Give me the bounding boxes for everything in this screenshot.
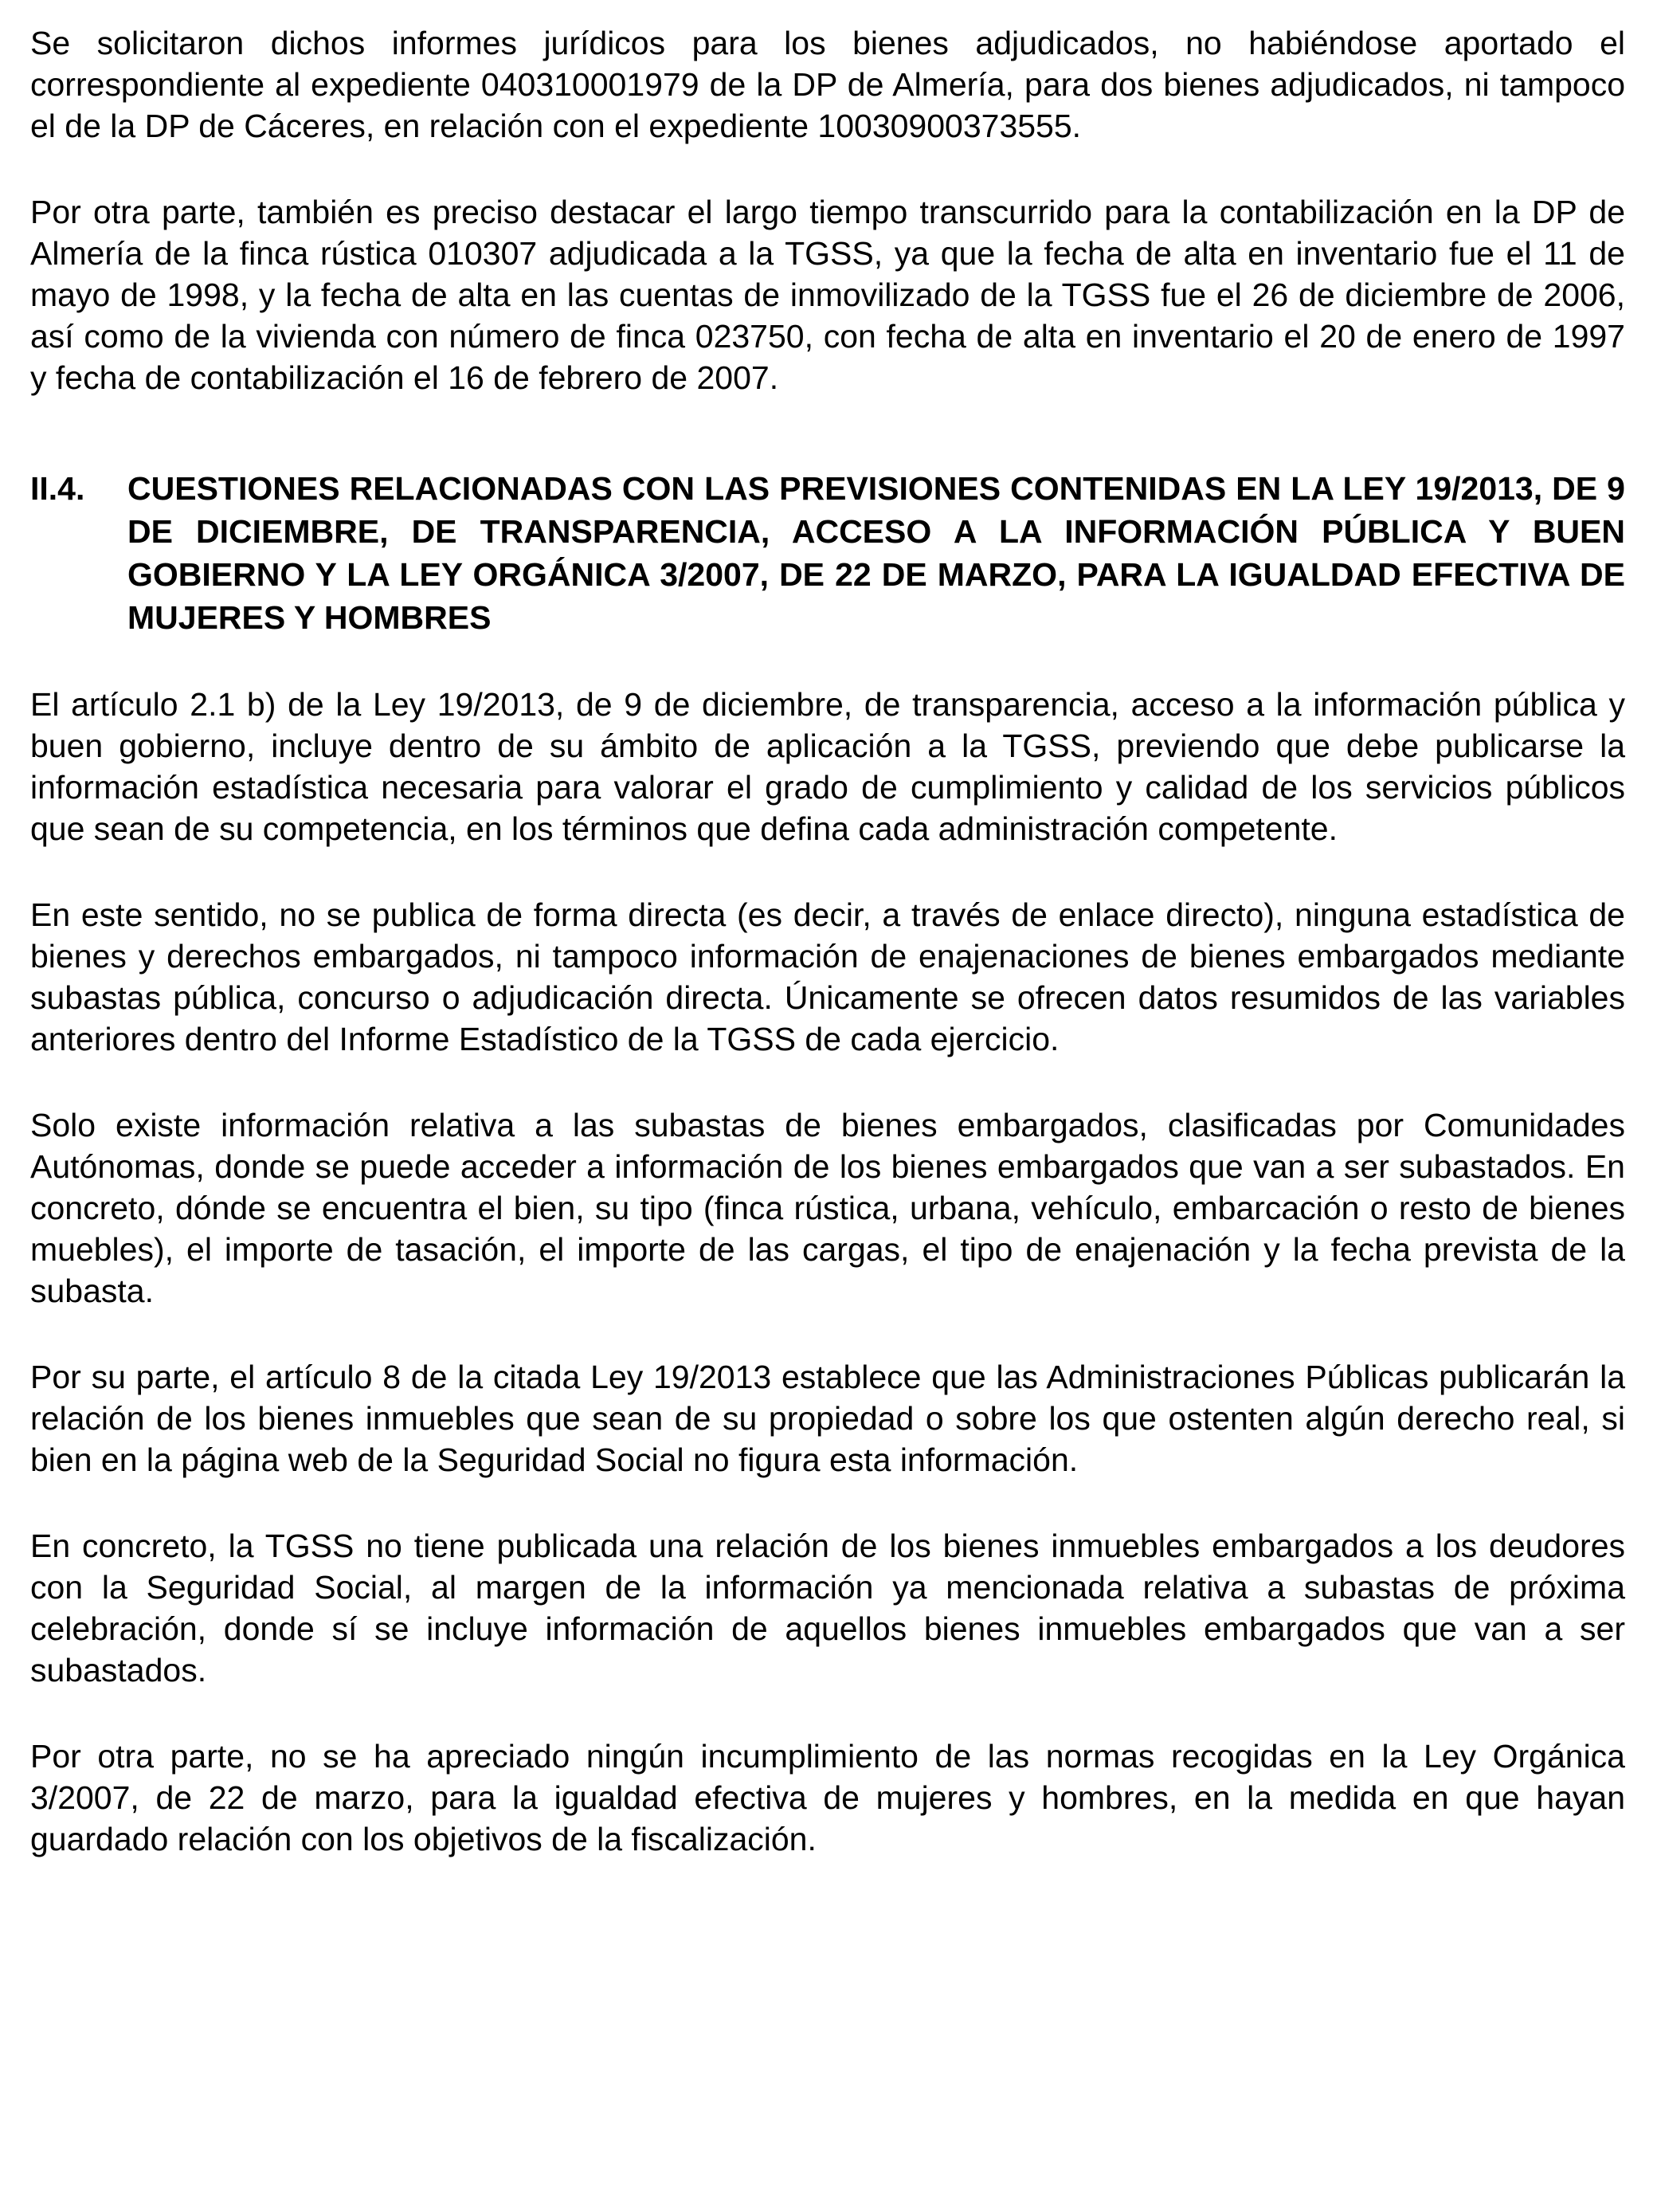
paragraph-no-direct-publication: En este sentido, no se publica de forma directa (es decir, a través de enlace directo), ninguna estadística de bienes y derechos embargados, ni tampoco información de enajenaciones de bienes embargados mediante subastas pública, concurso o adjudicación directa. Únicamente se ofrecen datos resumidos de las variables anteriores dentro del Informe Estadístico de la TGSS de cada ejercicio. [30,896,1625,1057]
section-heading-number: II.4. [30,470,85,507]
section-paragraphs [30,684,1625,1860]
paragraph-juridical-reports: Se solicitaron dichos informes jurídicos para los bienes adjudicados, no habiéndose aportado el correspondiente al expediente 040310001979 de la DP de Almería, para dos bienes adjudicados, ni tampoco el de la DP de Cáceres, en relación con el expediente 10030900373555. [30,25,1625,144]
paragraph-article-8-real-estate: Por su parte, el artículo 8 de la citada Ley 19/2013 establece que las Administraciones Públicas publicarán la relación de los bienes inmuebles que sean de su propiedad o sobre los que ostenten algún derecho real, si bien en la página web de la Seguridad Social no figura esta información. [30,1359,1625,1478]
section-heading [30,467,1625,639]
paragraph-ley-19-2013-article-2-1b: El artículo 2.1 b) de la Ley 19/2013, de 9 de diciembre, de transparencia, acceso a la información pública y buen gobierno, incluye dentro de su ámbito de aplicación a la TGSS, previendo que debe publicarse la información estadística necesaria para valorar el grado de cumplimiento y calidad de los servicios públicos que sean de su competencia, en los términos que defina cada administración competente. [30,686,1625,847]
paragraph-ley-organica-3-2007: Por otra parte, no se ha apreciado ningún incumplimiento de las normas recogidas en la Ley Orgánica 3/2007, de 22 de marzo, para la igualdad efectiva de mujeres y hombres, en la medida en que hayan guardado relación con los objetivos de la fiscalización. [30,1738,1625,1857]
paragraph-accounting-delay: Por otra parte, también es preciso destacar el largo tiempo transcurrido para la contabilización en la DP de Almería de la finca rústica 010307 adjudicada a la TGSS, ya que la fecha de alta en inventario fue el 11 de mayo de 1998, y la fecha de alta en las cuentas de inmovilizado de la TGSS fue el 26 de diciembre de 2006, así como de la vivienda con número de finca 023750, con fecha de alta en inventario el 20 de enero de 1997 y fecha de contabilización el 16 de febrero de 2007. [30,194,1625,396]
paragraph-auction-information: Solo existe información relativa a las subastas de bienes embargados, clasificadas por Comunidades Autónomas, donde se puede acceder a información de los bienes embargados que van a ser subastados. En concreto, dónde se encuentra el bien, su tipo (finca rústica, urbana, vehículo, embarcación o resto de bienes muebles), el importe de tasación, el importe de las cargas, el tipo de enajenación y la fecha prevista de la subasta. [30,1107,1625,1309]
section-heading-title: CUESTIONES RELACIONADAS CON LAS PREVISIONES CONTENIDAS EN LA LEY 19/2013, DE 9 DE DICIEMBRE, DE TRANSPARENCIA, ACCESO A LA INFORMACIÓN PÚBLICA Y BUEN GOBIERNO Y LA LEY ORGÁNICA 3/2007, DE 22 DE MARZO, PARA LA IGUALDAD EFECTIVA DE MUJERES Y HOMBRES [127,470,1625,636]
paragraph-tgss-no-published-list: En concreto, la TGSS no tiene publicada una relación de los bienes inmuebles embargados a los deudores con la Seguridad Social, al margen de la información ya mencionada relativa a subastas de próxima celebración, donde sí se incluye información de aquellos bienes inmuebles embargados que van a ser subastados. [30,1528,1625,1688]
intro-paragraphs [30,22,1625,398]
